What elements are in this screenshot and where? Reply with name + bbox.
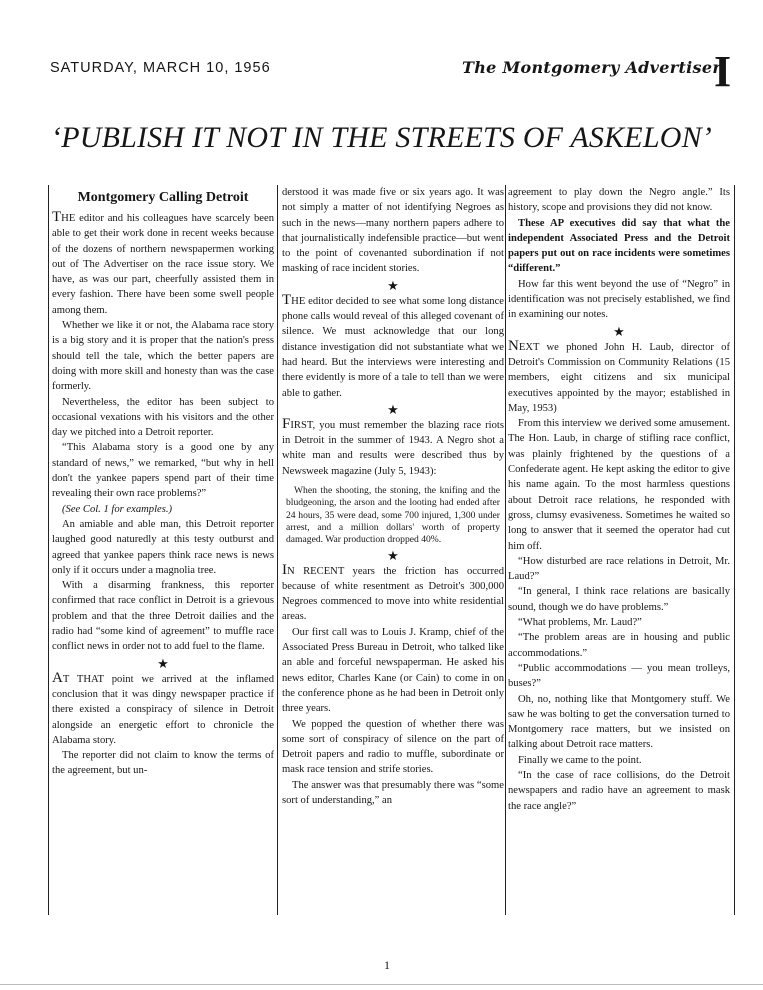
star-separator: ★ bbox=[387, 277, 399, 293]
paragraph: “This Alabama story is a good one by any standard of news,” we remarked, “but why in hell don't the yankee papers spend part of their time revealing their own race problems?” bbox=[52, 442, 274, 500]
page-number: 1 bbox=[384, 958, 390, 972]
article-column-1 bbox=[52, 185, 274, 779]
paragraph: Our first call was to Louis J. Kramp, chief of the Associated Press Bureau in Detroit, who talked like an able and forceful newspaperman. He asked his news editor, Charles Kane (or Cain) to come in on the conference phone as he had been in Detroit only three years. bbox=[282, 626, 504, 715]
column-rule bbox=[48, 185, 49, 915]
initial-letter: A bbox=[52, 669, 63, 686]
paragraph: Finally we came to the point. bbox=[518, 754, 642, 766]
paragraph bbox=[282, 563, 504, 625]
column-rule bbox=[734, 185, 735, 915]
star-separator: ★ bbox=[387, 547, 399, 563]
paragraph-text: T THAT point we arrived at the inflamed conclusion that it was dingy newspaper practice if there existed a conspiracy of silence in Detroit alongside an energetic effort to chronicle the Alabama story. bbox=[52, 673, 274, 746]
initial-letter: T bbox=[282, 291, 292, 308]
star-separator: ★ bbox=[387, 401, 399, 417]
paragraph: The answer was that presumably there was “some sort of understanding,” an bbox=[282, 779, 504, 806]
paragraph bbox=[508, 339, 730, 416]
paragraph: Whether we like it or not, the Alabama race story is a big story and it is proper that the nation's press should tell the tale, which the better papers are doing with more skill and honesty than was the case formerly. bbox=[52, 320, 274, 393]
initial-letter: N bbox=[508, 337, 519, 354]
paragraph: “Public accommodations — you mean trolleys, buses?” bbox=[508, 662, 730, 690]
paragraph: “How disturbed are race relations in Detroit, Mr. Laud?” bbox=[508, 555, 730, 583]
paragraph bbox=[282, 293, 504, 401]
paragraph: “The problem areas are in housing and public accommodations.” bbox=[508, 632, 730, 659]
section-letter: I bbox=[714, 47, 732, 96]
paragraph: agreement to play down the Negro angle.” Its history, scope and provisions they did not know. bbox=[508, 187, 730, 214]
paragraph: How far this went beyond the use of “Negro” in identification was not precisely established, we find in examining our notes. bbox=[508, 278, 730, 321]
paragraph-text: HE editor decided to see what some long distance phone calls would reveal of this alleged covenant of silence. We must acknowledge that our long distance investigation did not substantiate what we had heard. But the interviews were interesting and there evidently is more of a tale to tell than we were able to gather. bbox=[282, 295, 504, 399]
initial-letter: F bbox=[282, 415, 291, 432]
paragraph bbox=[52, 210, 274, 318]
paragraph-text: IRST, you must remember the blazing race riots in Detroit in the summer of 1943. A Negro shot a white man and results were described thus by Newsweek magazine (July 5, 1943): bbox=[282, 419, 504, 477]
paragraph bbox=[282, 417, 504, 479]
initial-letter: T bbox=[52, 209, 62, 225]
edition-date: SATURDAY, MARCH 10, 1956 bbox=[50, 60, 271, 76]
initial-letter: I bbox=[282, 561, 287, 578]
paragraph: An amiable and able man, this Detroit reporter laughed good naturedly at this testy outburst and agreed that yankee papers think race news is news only if it occurs under a magnolia tree. bbox=[52, 518, 274, 576]
star-separator: ★ bbox=[613, 323, 625, 339]
paragraph: Nevertheless, the editor has been subject to occasional vexations with his visitors and the other day we pitched into a Detroit reporter. bbox=[52, 396, 274, 439]
paragraph: (See Col. 1 for examples.) bbox=[62, 503, 173, 515]
masthead: The Montgomery Advertiser bbox=[462, 58, 722, 77]
column-rule bbox=[505, 185, 506, 915]
page-headline: ‘PUBLISH IT NOT IN THE STREETS OF ASKELON’ bbox=[51, 121, 712, 154]
paragraph-text: HE editor and his colleagues have scarcely been able to get their work done in recent weeks because of the dozens of northern newspapermen working out of The Advertiser on the race issue story. We have, as was our part, cheerfully assisted them in every fashion. There have been some swell people among them. bbox=[52, 213, 274, 316]
paragraph bbox=[52, 671, 274, 748]
block-quote: When the shooting, the stoning, the knifing and the bludgeoning, the arson and the looting had ended after 24 hours, 35 were dead, some 700 injured, 1,300 under arrest, and a million dollars' worth of property damaged. War production dropped 40%. bbox=[286, 485, 500, 546]
paragraph: We popped the question of whether there was some sort of conspiracy of silence on the part of Detroit papers and radio to muffle, subordinate or mask race tension and strife stories. bbox=[282, 718, 504, 776]
article-title: Montgomery Calling Detroit bbox=[77, 190, 249, 205]
paragraph: Oh, no, nothing like that Montgomery stuff. We saw he was bolting to get the conversation turned to Montgomery race matters, but we insisted on talking about Detroit race matters. bbox=[508, 693, 730, 751]
paragraph: “What problems, Mr. Laud?” bbox=[518, 617, 642, 629]
paragraph: derstood it was made five or six years ago. It was not simply a matter of not identifying Negroes as such in the news—many northern papers adhere to that journalistically indefensible practice—but went to the point of covenanted subordination if not masking of race incident stories. bbox=[282, 187, 504, 275]
article-column-2 bbox=[282, 185, 504, 808]
article-column-3 bbox=[508, 185, 730, 814]
paragraph: From this interview we derived some amusement. The Hon. Laub, in charge of stifling race conflict, was plainly frightened by the questions of a Confederate agent. He kept asking the editor to give his name again. To the most harmless questions about Detroit race relations, he responded with gross, clumsy evasiveness. Sometimes he waited so long to answer that it seemed the operator had cut him off. bbox=[508, 418, 730, 552]
page-edge bbox=[0, 984, 763, 985]
paragraph-text: N RECENT years the friction has occurred because of white resentment as Detroit's 300,000 Negroes commenced to move into white residential areas. bbox=[282, 565, 504, 623]
paragraph: “In general, I think race relations are basically sound, though we do have problems.” bbox=[508, 586, 730, 613]
paragraph: “In the case of race collisions, do the Detroit newspapers and radio have an agreement to mask the race angle?” bbox=[508, 769, 730, 812]
paragraph-text: EXT we phoned John H. Laub, director of Detroit's Commission on Community Relations (15 members, eight citizens and six municipal executives appointed by the mayor; established in May, 1953) bbox=[508, 341, 730, 414]
paragraph: The reporter did not claim to know the terms of the agreement, but un- bbox=[52, 750, 274, 777]
column-rule bbox=[277, 185, 278, 915]
paragraph: These AP executives did say that what the independent Associated Press and the Detroit papers put out on race incidents were sometimes “different.” bbox=[508, 217, 730, 275]
star-separator: ★ bbox=[157, 655, 169, 671]
paragraph: With a disarming frankness, this reporter confirmed that race conflict in Detroit is a grievous problem and that the three Detroit dailies and the radio had “some kind of agreement” to muffle race conflict news in order not to add fuel to the flame. bbox=[52, 580, 274, 653]
